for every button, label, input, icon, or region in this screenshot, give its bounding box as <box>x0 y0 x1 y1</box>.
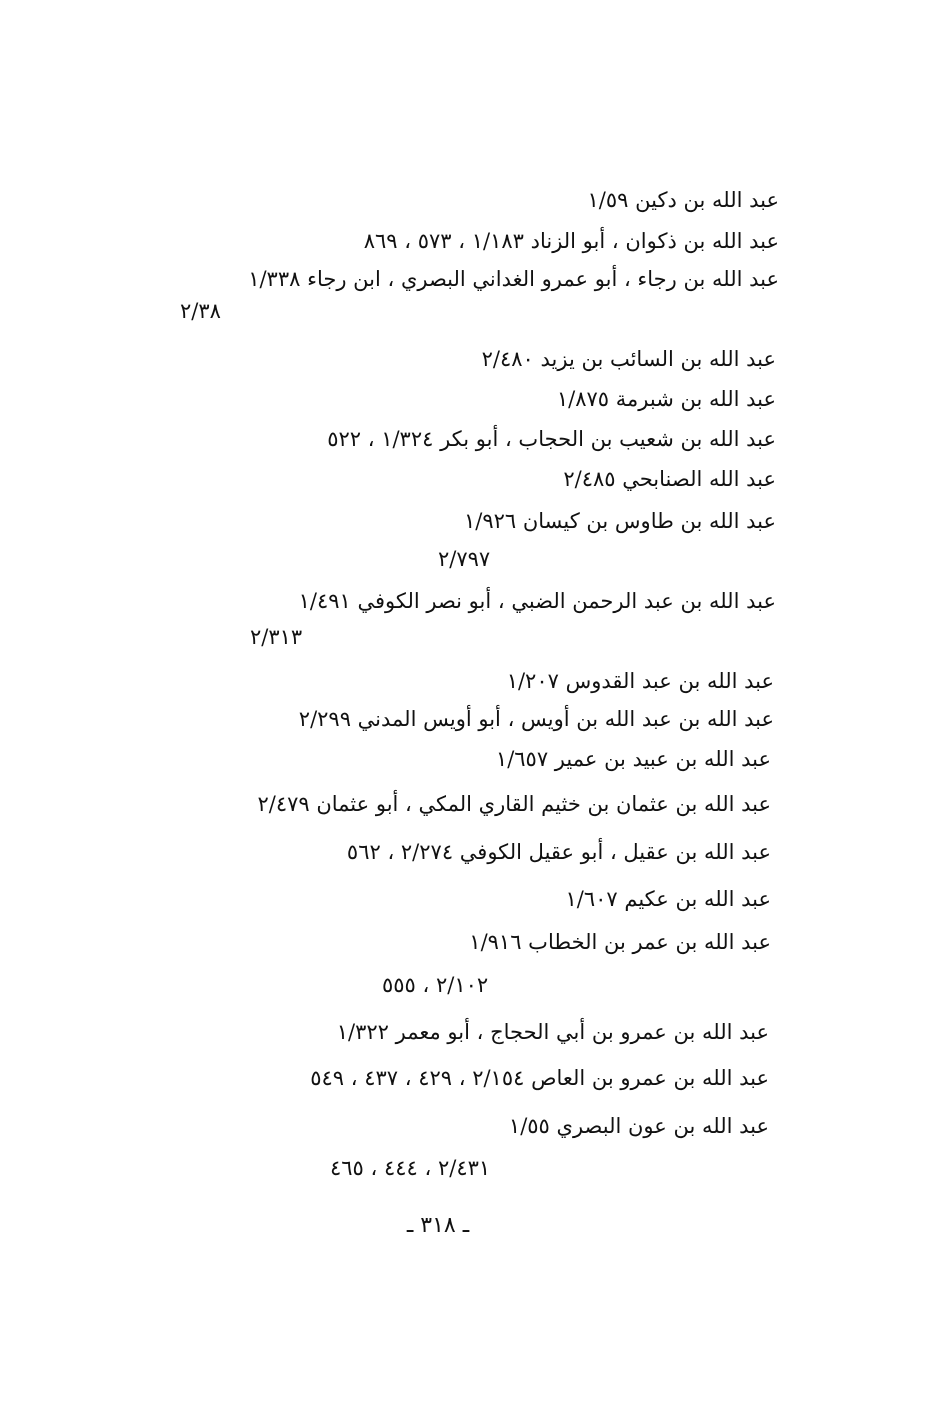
index-entry: عبد الله بن عبد الله بن أويس ، أبو أويس المدني ٢/٢٩٩ <box>298 707 774 731</box>
index-entry: عبد الله بن دكين ١/٥٩ <box>587 188 779 212</box>
index-entry: عبد الله بن السائب بن يزيد ٢/٤٨٠ <box>481 347 776 371</box>
index-entry: عبد الله بن عبد القدوس ١/٢٠٧ <box>506 669 774 693</box>
index-entry-continuation: ٢/٤٣١ ، ٤٤٤ ، ٤٦٥ <box>330 1156 491 1180</box>
index-entry: عبد الله بن عمرو بن العاص ٢/١٥٤ ، ٤٢٩ ، ٤٣٧ ، ٥٤٩ <box>310 1066 769 1090</box>
index-entry: عبد الله بن عبيد بن عمير ١/٦٥٧ <box>495 747 771 771</box>
index-entry: عبد الله بن طاوس بن كيسان ١/٩٢٦ <box>463 509 776 533</box>
index-entry: عبد الله بن عمرو بن أبي الحجاج ، أبو معمر ١/٣٢٢ <box>336 1020 769 1044</box>
index-entry: عبد الله بن عون البصري ١/٥٥ <box>508 1114 769 1138</box>
index-entry-continuation: ٢/٧٩٧ <box>438 547 491 571</box>
index-entry: عبد الله بن عثمان بن خثيم القاري المكي ، أبو عثمان ٢/٤٧٩ <box>257 792 771 816</box>
page-number: ـ ٣١٨ ـ <box>406 1213 470 1238</box>
index-entry: عبد الله بن رجاء ، أبو عمرو الغداني البصري ، ابن رجاء ١/٣٣٨ <box>248 267 779 291</box>
index-entry: عبد الله الصنابحي ٢/٤٨٥ <box>563 467 776 491</box>
index-entry-continuation: ٢/٣٨ <box>180 299 221 323</box>
index-entry: عبد الله بن شبرمة ١/٨٧٥ <box>556 387 776 411</box>
index-entry: عبد الله بن عقيل ، أبو عقيل الكوفي ٢/٢٧٤ ، ٥٦٢ <box>346 840 771 864</box>
index-entry: عبد الله بن شعيب بن الحجاب ، أبو بكر ١/٣٢٤ ، ٥٢٢ <box>327 427 776 451</box>
index-entry: عبد الله بن عمر بن الخطاب ١/٩١٦ <box>469 930 771 954</box>
index-entry: عبد الله بن ذكوان ، أبو الزناد ١/١٨٣ ، ٥٧٣ ، ٨٦٩ <box>363 229 779 253</box>
index-entry: عبد الله بن عبد الرحمن الضبي ، أبو نصر الكوفي ١/٤٩١ <box>298 589 776 613</box>
index-entry-continuation: ٢/١٠٢ ، ٥٥٥ <box>382 973 489 997</box>
index-entry: عبد الله بن عكيم ١/٦٠٧ <box>565 887 771 911</box>
index-entry-continuation: ٢/٣١٣ <box>250 625 303 649</box>
